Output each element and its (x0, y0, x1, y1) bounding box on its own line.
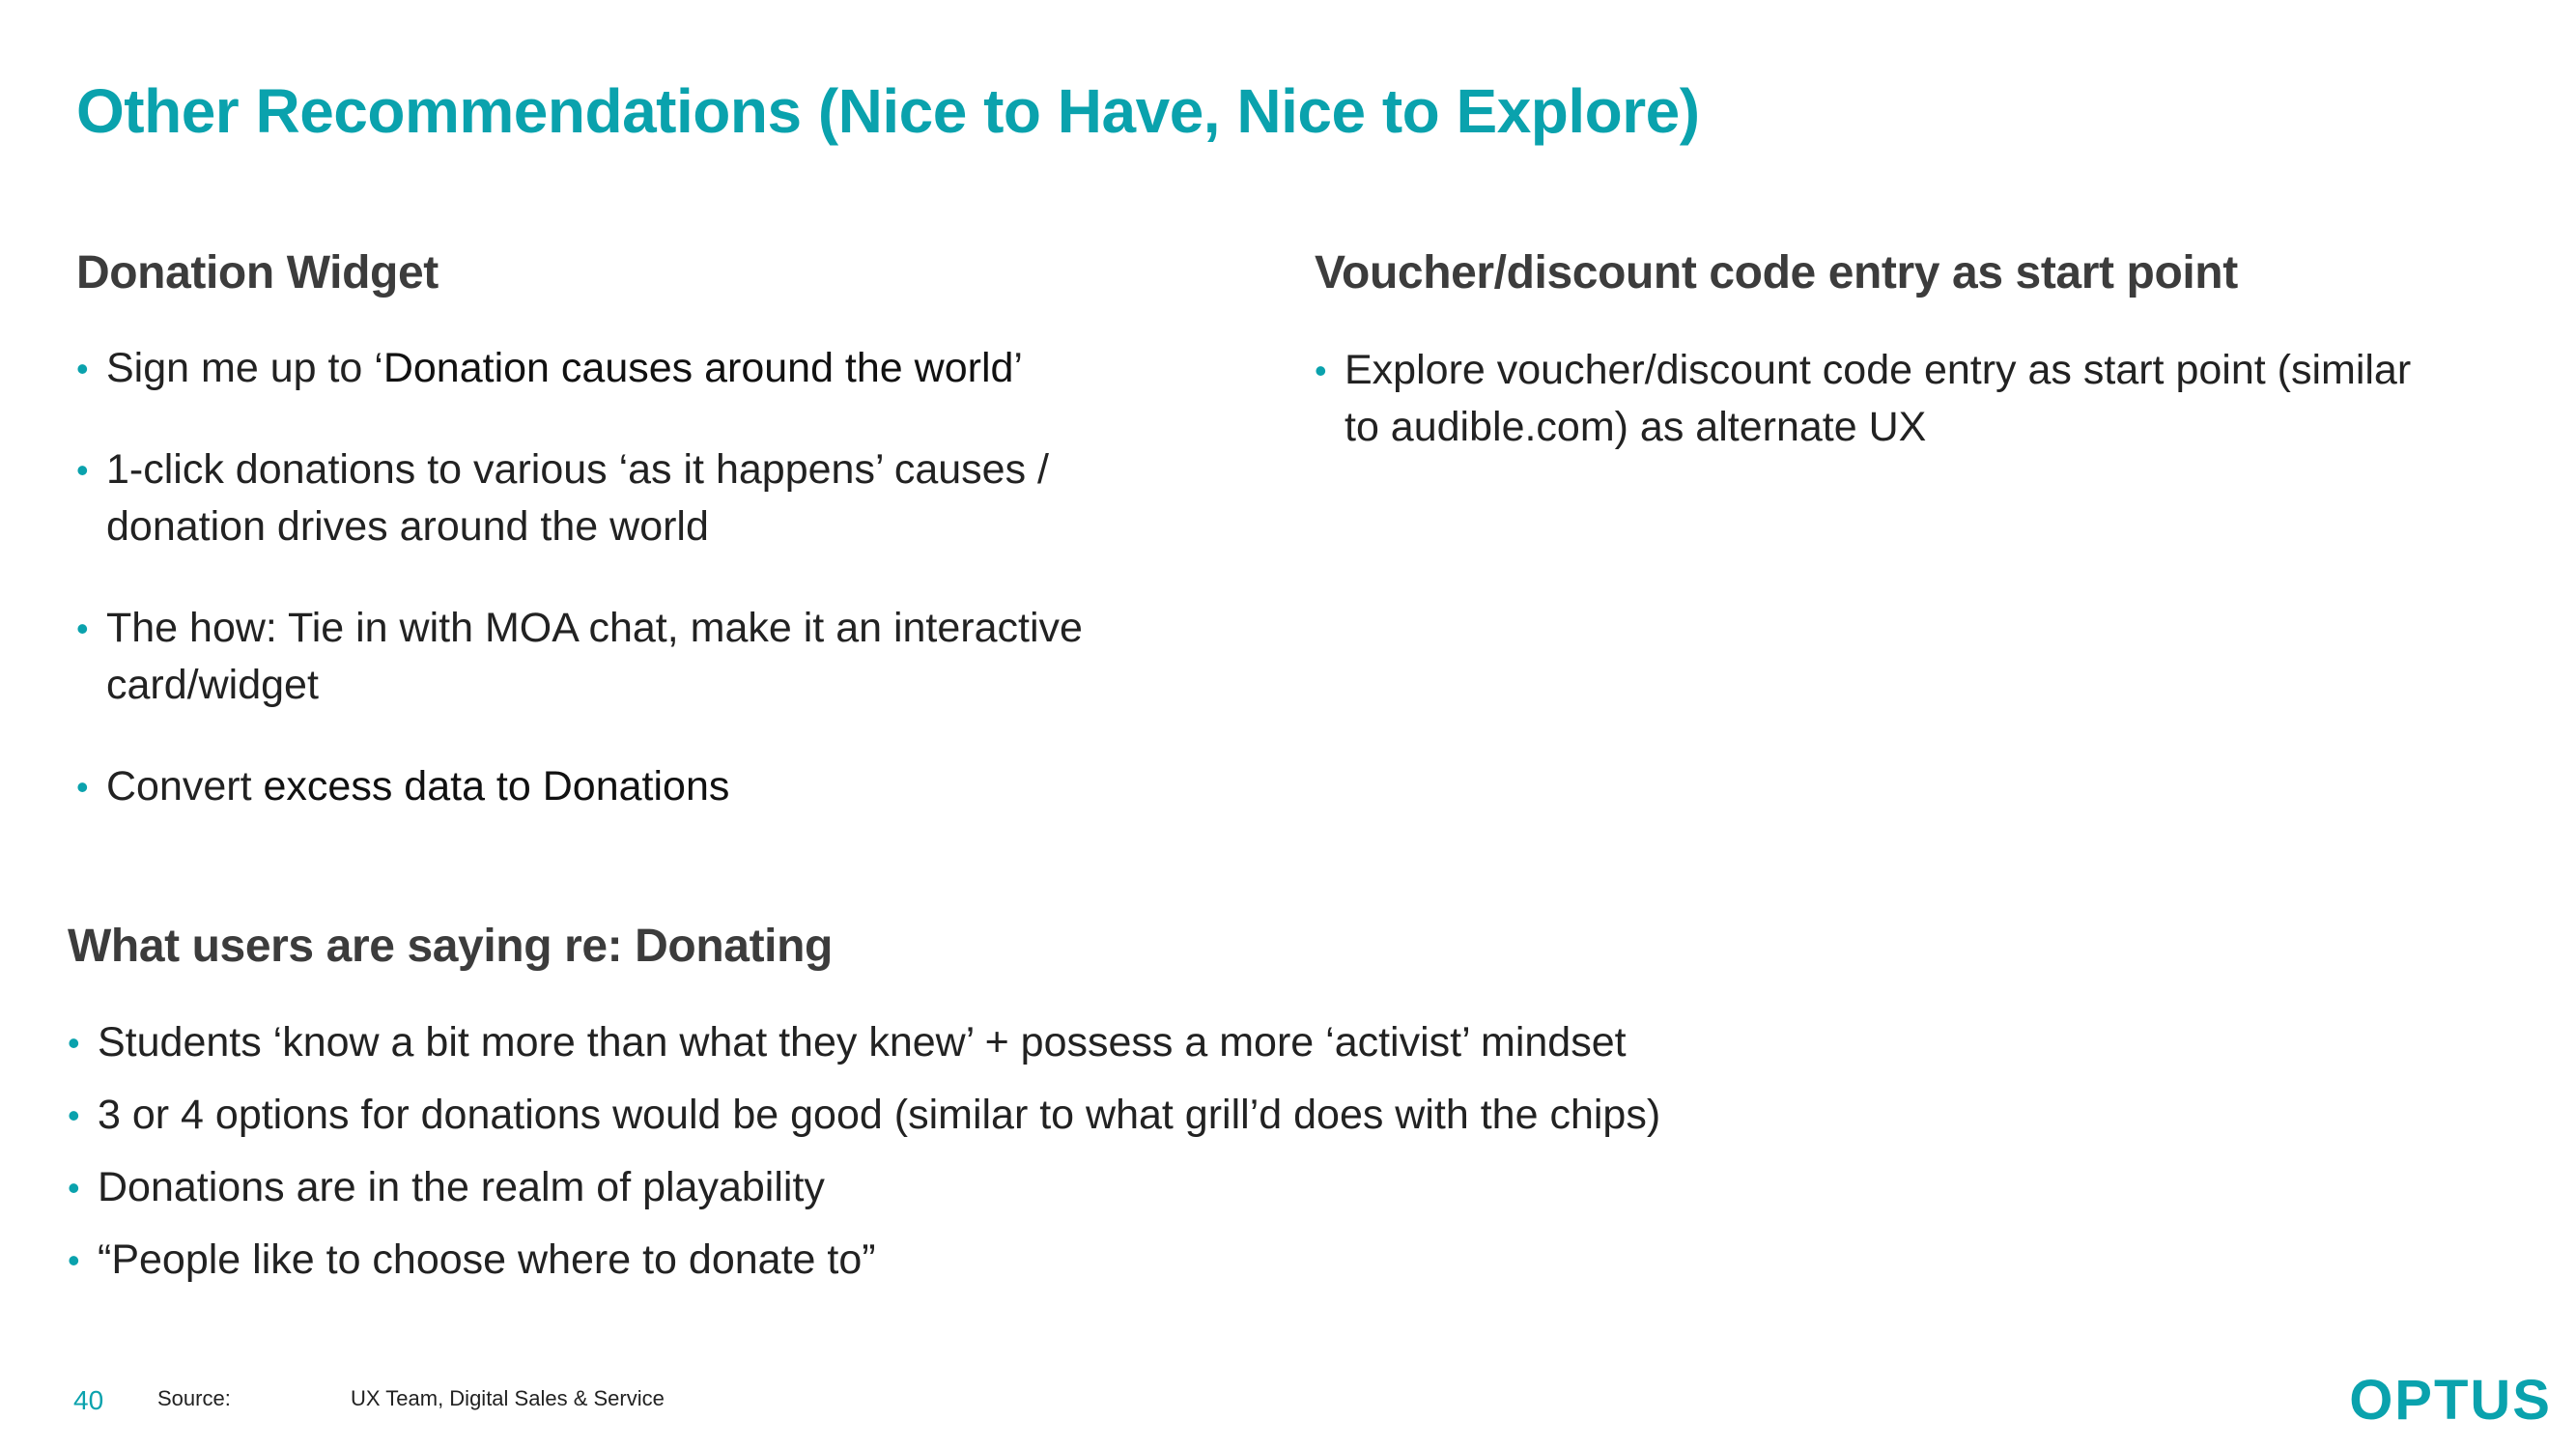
voucher-heading: Voucher/discount code entry as start point (1315, 247, 2238, 298)
donation-widget-list (76, 340, 1216, 860)
list-item: • Donations are in the realm of playability (68, 1159, 2193, 1216)
list-item: • Convert excess data to Donations (76, 758, 1216, 815)
list-item: • The how: Tie in with MOA chat, make it an interactive card/widget (76, 600, 1216, 714)
list-item: • “People like to choose where to donate to” (68, 1232, 2193, 1289)
list-item: • Sign me up to ‘Donation causes around the world’ (76, 340, 1216, 397)
source-label: Source: (157, 1386, 231, 1410)
users-saying-list (68, 1014, 2193, 1304)
list-item: • Students ‘know a bit more than what they knew’ + possess a more ‘activist’ mindset (68, 1014, 2193, 1071)
list-item: • Explore voucher/discount code entry as start point (similar to audible.com) as alternate UX (1315, 342, 2435, 456)
page-title: Other Recommendations (Nice to Have, Nice to Explore) (76, 76, 1700, 146)
page-number: 40 (73, 1385, 104, 1415)
users-saying-heading: What users are saying re: Donating (68, 921, 833, 972)
donation-widget-heading: Donation Widget (76, 247, 439, 298)
optus-logo: OPTUS (2349, 1369, 2552, 1432)
list-item: • 3 or 4 options for donations would be good (similar to what grill’d does with the chips) (68, 1087, 2193, 1144)
voucher-list (1315, 342, 2435, 500)
source-text: UX Team, Digital Sales & Service (351, 1386, 665, 1410)
list-item: • 1-click donations to various ‘as it happens’ causes / donation drives around the world (76, 441, 1216, 555)
